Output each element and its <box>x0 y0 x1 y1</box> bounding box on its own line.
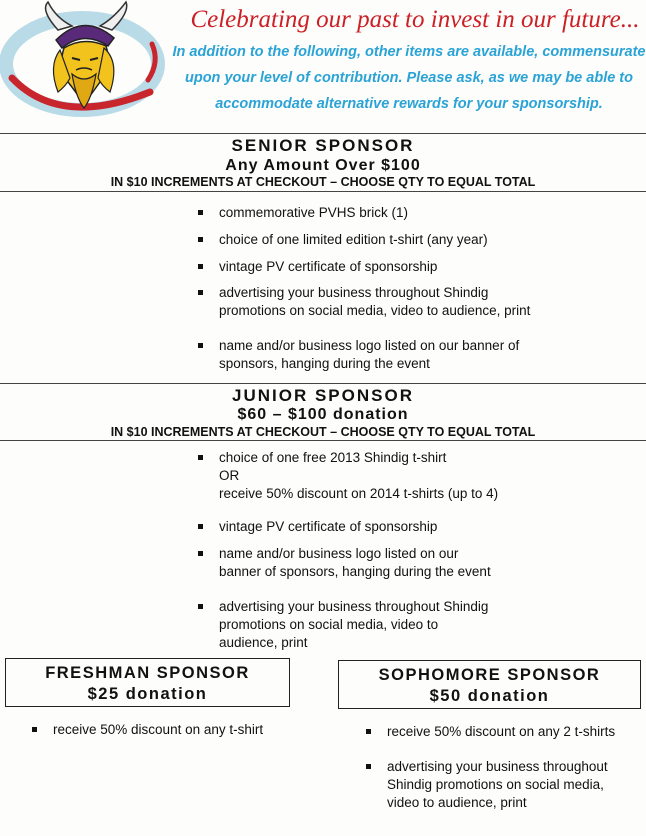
junior-benefits <box>198 449 638 652</box>
tagline: Celebrating our past to invest in our future... <box>190 6 640 33</box>
intro-line: upon your level of contribution. Please ask, as we may be able to <box>184 70 633 86</box>
senior-note: IN $10 INCREMENTS AT CHECKOUT – CHOOSE QTY TO EQUAL TOTAL <box>110 175 536 189</box>
senior-title: SENIOR SPONSOR <box>231 136 415 155</box>
sophomore-title: SOPHOMORE SPONSOR <box>378 666 601 684</box>
intro-line: accommodate alternative rewards for your sponsorship. <box>215 96 603 112</box>
freshman-benefits <box>32 721 302 739</box>
sophomore-box <box>338 660 641 709</box>
list-item: choice of one free 2013 Shindig t-shirt OR receive 50% discount on 2014 t-shirts (up to 4) <box>198 449 638 503</box>
junior-amount: $60 – $100 donation <box>237 406 409 423</box>
list-item: advertising your business throughout Shindig promotions on social media, video to audience, print <box>198 598 638 652</box>
sophomore-amount: $50 donation <box>429 687 550 705</box>
list-item: receive 50% discount on any t-shirt <box>32 721 302 739</box>
divider <box>0 191 646 192</box>
senior-benefits <box>198 204 638 373</box>
list-item: vintage PV certificate of sponsorship <box>198 518 638 536</box>
list-item: choice of one limited edition t-shirt (any year) <box>198 231 638 249</box>
list-item: commemorative PVHS brick (1) <box>198 204 638 222</box>
freshman-box <box>5 658 290 707</box>
senior-amount: Any Amount Over $100 <box>225 157 421 174</box>
list-item: advertising your business throughout Shindig promotions on social media, video to audience, print <box>198 284 638 320</box>
list-item: name and/or business logo listed on our banner of sponsors, hanging during the event <box>198 545 638 581</box>
junior-note: IN $10 INCREMENTS AT CHECKOUT – CHOOSE QTY TO EQUAL TOTAL <box>110 425 536 439</box>
divider <box>0 440 646 441</box>
intro-line: In addition to the following, other items are available, commensurate <box>172 44 646 60</box>
sophomore-benefits <box>366 723 641 812</box>
list-item: name and/or business logo listed on our banner of sponsors, hanging during the event <box>198 337 638 373</box>
divider <box>0 383 646 384</box>
freshman-amount: $25 donation <box>87 685 208 703</box>
list-item: advertising your business throughout Shindig promotions on social media, video to audience, print <box>366 758 641 812</box>
freshman-title: FRESHMAN SPONSOR <box>45 664 250 682</box>
divider <box>0 133 646 134</box>
viking-head-logo-icon <box>0 0 165 125</box>
intro-text <box>172 39 646 117</box>
junior-title: JUNIOR SPONSOR <box>232 386 414 405</box>
list-item: vintage PV certificate of sponsorship <box>198 258 638 276</box>
list-item: receive 50% discount on any 2 t-shirts <box>366 723 641 741</box>
